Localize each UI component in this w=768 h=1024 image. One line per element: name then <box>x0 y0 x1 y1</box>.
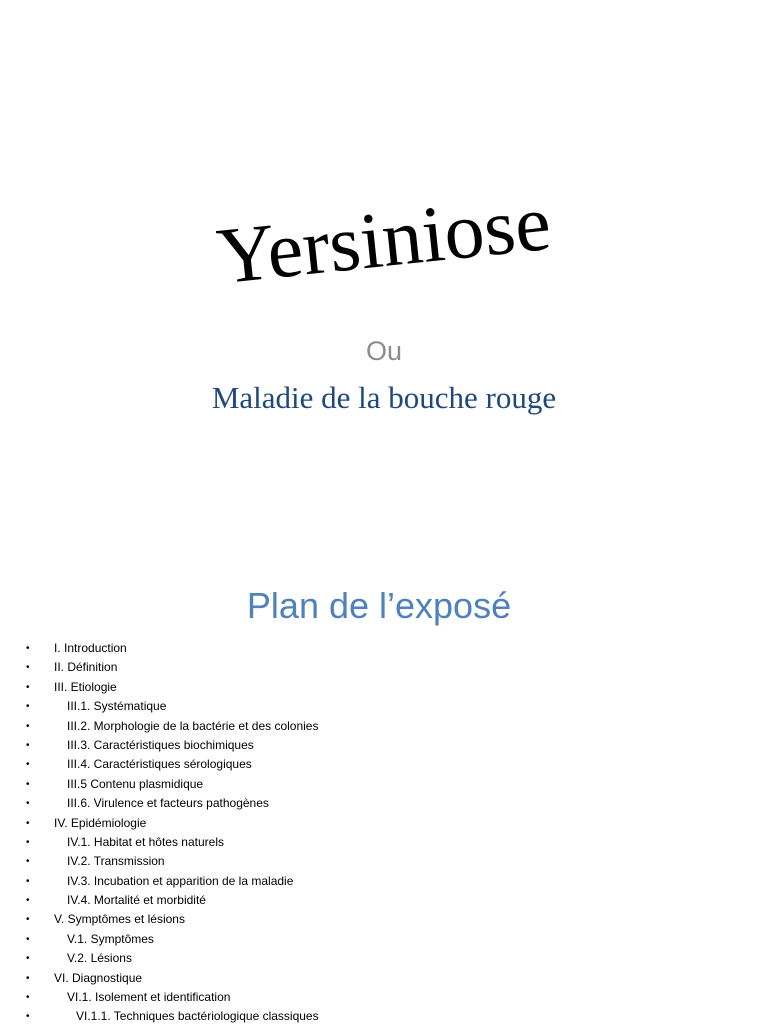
outline-item <box>0 717 768 736</box>
outline-item-label: III.2. Morphologie de la bactérie et des colonies <box>67 718 319 733</box>
outline-item <box>0 755 768 774</box>
bullet-icon: • <box>26 875 30 887</box>
outline-item-label: IV.4. Mortalité et morbidité <box>67 893 206 908</box>
outline-item-label: V.2. Lésions <box>67 951 132 966</box>
outline-item <box>0 872 768 891</box>
outline-item-label: IV. Epidémiologie <box>54 815 147 830</box>
bullet-icon: • <box>26 914 30 926</box>
outline-item-label: I. Introduction <box>54 641 127 655</box>
outline-item <box>0 639 768 658</box>
outline-item <box>0 930 768 949</box>
outline-item <box>0 852 768 871</box>
outline-item-label: III.1. Systématique <box>67 699 167 714</box>
outline-item <box>0 775 768 794</box>
outline-item-label: III. Etiologie <box>54 679 117 694</box>
outline-item-label: V.1. Symptômes <box>67 931 154 946</box>
outline-item <box>0 658 768 677</box>
outline-item <box>0 814 768 833</box>
outline-item <box>0 833 768 852</box>
bullet-icon: • <box>26 778 30 790</box>
outline-item-label: VI. Diagnostique <box>54 970 143 985</box>
bullet-icon: • <box>26 817 30 829</box>
slide-subtitle: Maladie de la bouche rouge <box>211 380 557 415</box>
outline-title: Plan de l’exposé <box>246 585 512 626</box>
outline-item-label: III.6. Virulence et facteurs pathogènes <box>67 796 269 811</box>
outline-item <box>0 969 768 988</box>
outline-item-label: III.3. Caractéristiques biochimiques <box>67 737 254 752</box>
bullet-icon: • <box>26 798 30 810</box>
bullet-icon: • <box>26 972 30 984</box>
outline-item <box>0 949 768 968</box>
outline-item <box>0 697 768 716</box>
bullet-icon: • <box>26 953 30 965</box>
bullet-icon: • <box>26 895 30 907</box>
outline-item-label: V. Symptômes et lésions <box>54 912 185 927</box>
bullet-icon: • <box>26 836 30 848</box>
bullet-icon: • <box>26 856 30 868</box>
outline-item <box>0 910 768 929</box>
outline-item-label: IV.2. Transmission <box>67 854 165 869</box>
outline-item-label: IV.3. Incubation et apparition de la maladie <box>67 873 294 888</box>
outline-item <box>0 1007 768 1024</box>
outline-item <box>0 794 768 813</box>
outline-item <box>0 891 768 910</box>
outline-item-label: II. Définition <box>54 660 118 675</box>
outline-item-label: III.4. Caractéristiques sérologiques <box>67 757 252 772</box>
slide-title: Yersiniose <box>213 178 555 302</box>
or-text: Ou <box>365 336 403 366</box>
outline-item-label: VI.1.1. Techniques bactériologique classiques <box>76 1009 319 1024</box>
bullet-icon: • <box>26 992 30 1004</box>
outline-item-label: VI.1. Isolement et identification <box>67 990 231 1005</box>
bullet-icon: • <box>26 759 30 771</box>
bullet-icon: • <box>26 701 30 713</box>
outline-item-label: III.5 Contenu plasmidique <box>67 776 204 791</box>
bullet-icon: • <box>26 662 30 674</box>
outline-list <box>0 639 768 1024</box>
bullet-icon: • <box>26 739 30 751</box>
bullet-icon: • <box>26 933 30 945</box>
outline-item-label: IV.1. Habitat et hôtes naturels <box>67 834 224 849</box>
bullet-icon: • <box>26 643 30 654</box>
bullet-icon: • <box>26 1011 30 1023</box>
bullet-icon: • <box>26 681 30 693</box>
outline-item <box>0 678 768 697</box>
outline-item <box>0 736 768 755</box>
bullet-icon: • <box>26 720 30 732</box>
outline-item <box>0 988 768 1007</box>
